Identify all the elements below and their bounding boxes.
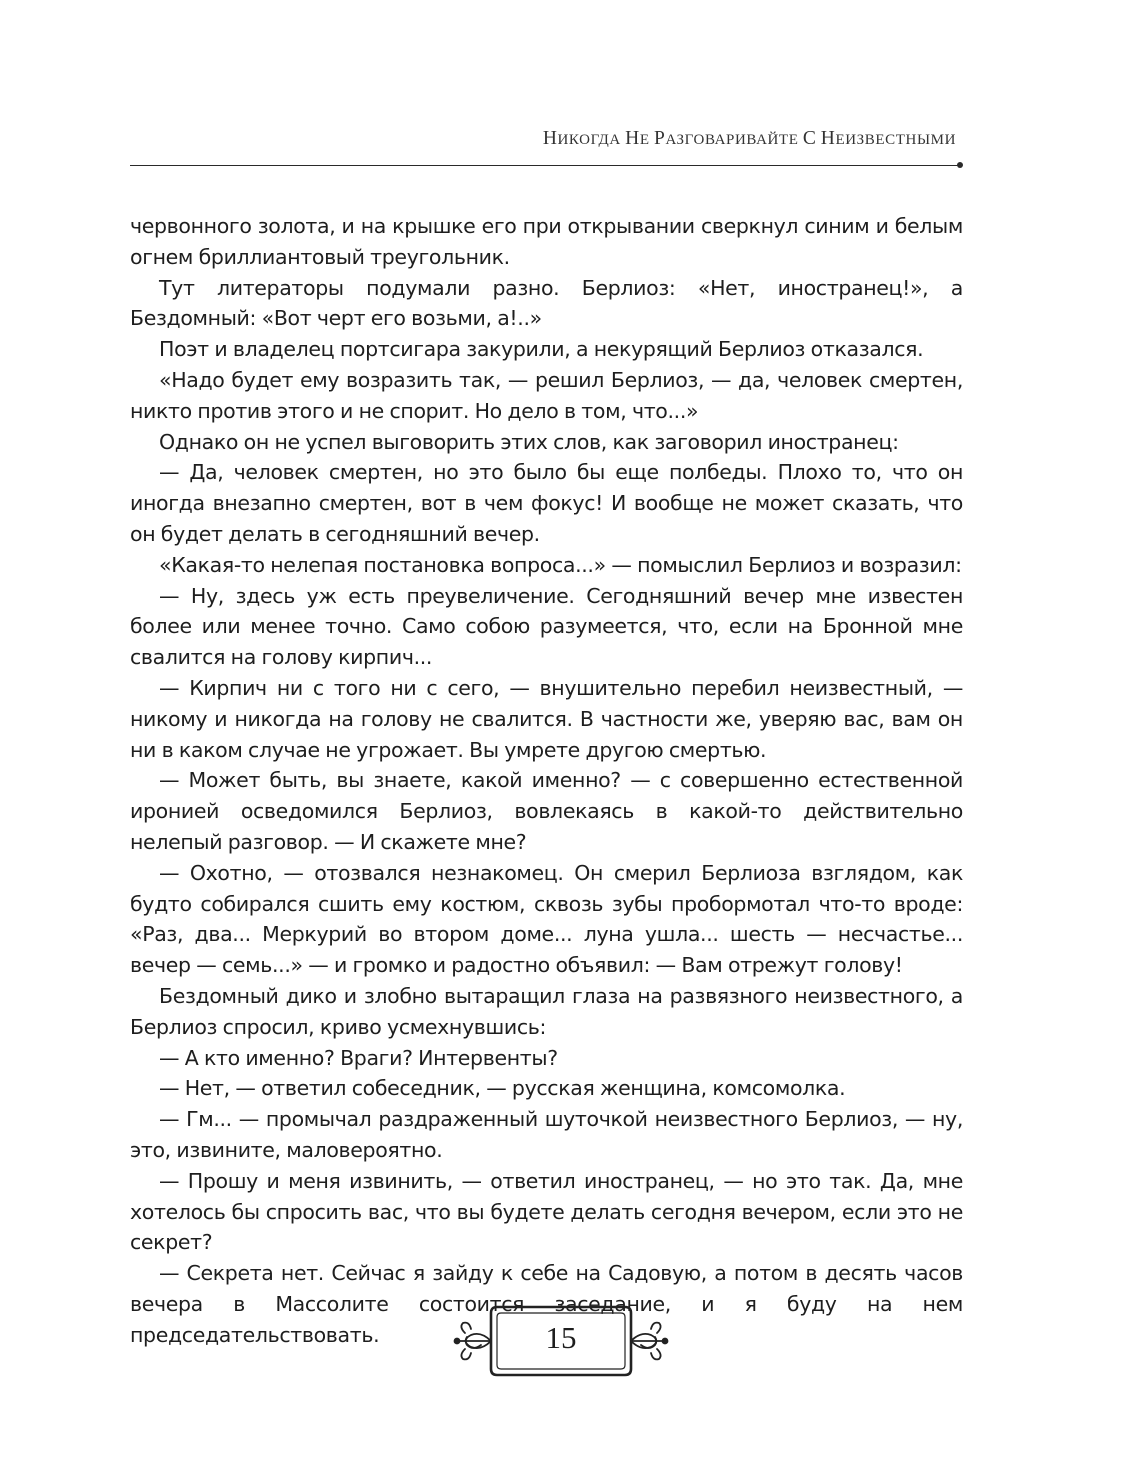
running-header-part: С (802, 128, 817, 149)
running-header-part: АЗГОВАРИВАЙТЕ (665, 132, 803, 148)
header-rule-dot (957, 162, 963, 168)
page-number-frame (451, 1303, 671, 1379)
page-number: 15 (545, 1320, 577, 1355)
running-header-part: Н (542, 128, 558, 149)
running-header-part: Н (820, 128, 836, 149)
paragraph: — Гм... — промычал раздраженный шуточкой неизвестного Берлиоз, — ну, это, извините, маловероятно. (130, 1107, 963, 1162)
paragraph: — Ну, здесь уж есть преувеличение. Сегодняшний вечер мне известен более или менее точно. Само собою разумеется, что, если на Бронной мне свалится на голову кирпич... (130, 583, 963, 670)
running-header-part: Е (639, 132, 654, 148)
header-rule (130, 165, 960, 166)
paragraph: — Кирпич ни с того ни с сего, — внушительно перебил неизвестный, — никому и никогда на голову не свалится. В частности же, уверяю вас, вам он ни в каком случае не угрожает. Вы умрете другою смертью. (130, 675, 963, 762)
paragraph: — А кто именно? Враги? Интервенты? (159, 1045, 558, 1070)
paragraph: Однако он не успел выговорить этих слов, как заговорил иностранец: (159, 429, 899, 454)
paragraph: — Нет, — ответил собеседник, — русская женщина, комсомолка. (159, 1076, 846, 1101)
body-text (130, 211, 963, 1350)
paragraph: «Надо будет ему возразить так, — решил Берлиоз, — да, человек смертен, никто против этого и не спорит. Но дело в том, что...» (130, 367, 963, 423)
paragraph: «Какая-то нелепая постановка вопроса...» — помыслил Берлиоз и возразил: (159, 552, 962, 577)
paragraph: — Прошу и меня извинить, — ответил иностранец, — но это так. Да, мне хотелось бы спросить вас, что вы будете делать сегодня вечером, если это не секрет? (130, 1168, 963, 1255)
paragraph: Бездомный дико и злобно вытаращил глаза на развязного неизвестного, а Берлиоз спросил, криво усмехнувшись: (130, 983, 963, 1039)
paragraph: червонного золота, и на крышке его при открывании сверкнул синим и белым огнем бриллиантовый треугольник. (130, 214, 963, 269)
paragraph: — Секрета нет. Сейчас я зайду к себе на Садовую, а потом в десять часов вечера в Массолите состоится заседание, и я буду на нем председательствовать. (130, 1261, 963, 1347)
paragraph: — Может быть, вы знаете, какой именно? — с совершенно естественной иронией осведомился Берлиоз, вовлекаясь в какой-то действительно нелепый разговор. — И скажете мне? (130, 768, 963, 854)
running-header-part: Н (625, 128, 640, 149)
running-header-part: Р (653, 128, 666, 149)
paragraph: Тут литераторы подумали разно. Берлиоз: «Нет, иностранец!», а Бездомный: «Вот черт его возьми, а!..» (130, 275, 963, 331)
paragraph: — Да, человек смертен, но это было бы еще полбеды. Плохо то, что он иногда внезапно смертен, вот в чем фокус! И вообще не может сказать, что он будет делать в сегодняшний вечер. (130, 460, 963, 546)
running-header (543, 128, 956, 150)
paragraph: Поэт и владелец портсигара закурили, а некурящий Берлиоз отказался. (159, 337, 924, 362)
paragraph: — Охотно, — отозвался незнакомец. Он смерил Берлиоза взглядом, как будто собирался сшить ему костюм, сквозь зубы пробормотал что-то вроде: «Раз, два... Меркурий во втором доме... луна ушла... шесть — несчастье... вечер — семь...» — и громко и радостно объявил: — Вам отрежут голову! (130, 860, 963, 978)
running-header-part: ИКОГДА (557, 132, 626, 148)
running-header-part: ЕИЗВЕСТНЫМИ (835, 132, 956, 148)
